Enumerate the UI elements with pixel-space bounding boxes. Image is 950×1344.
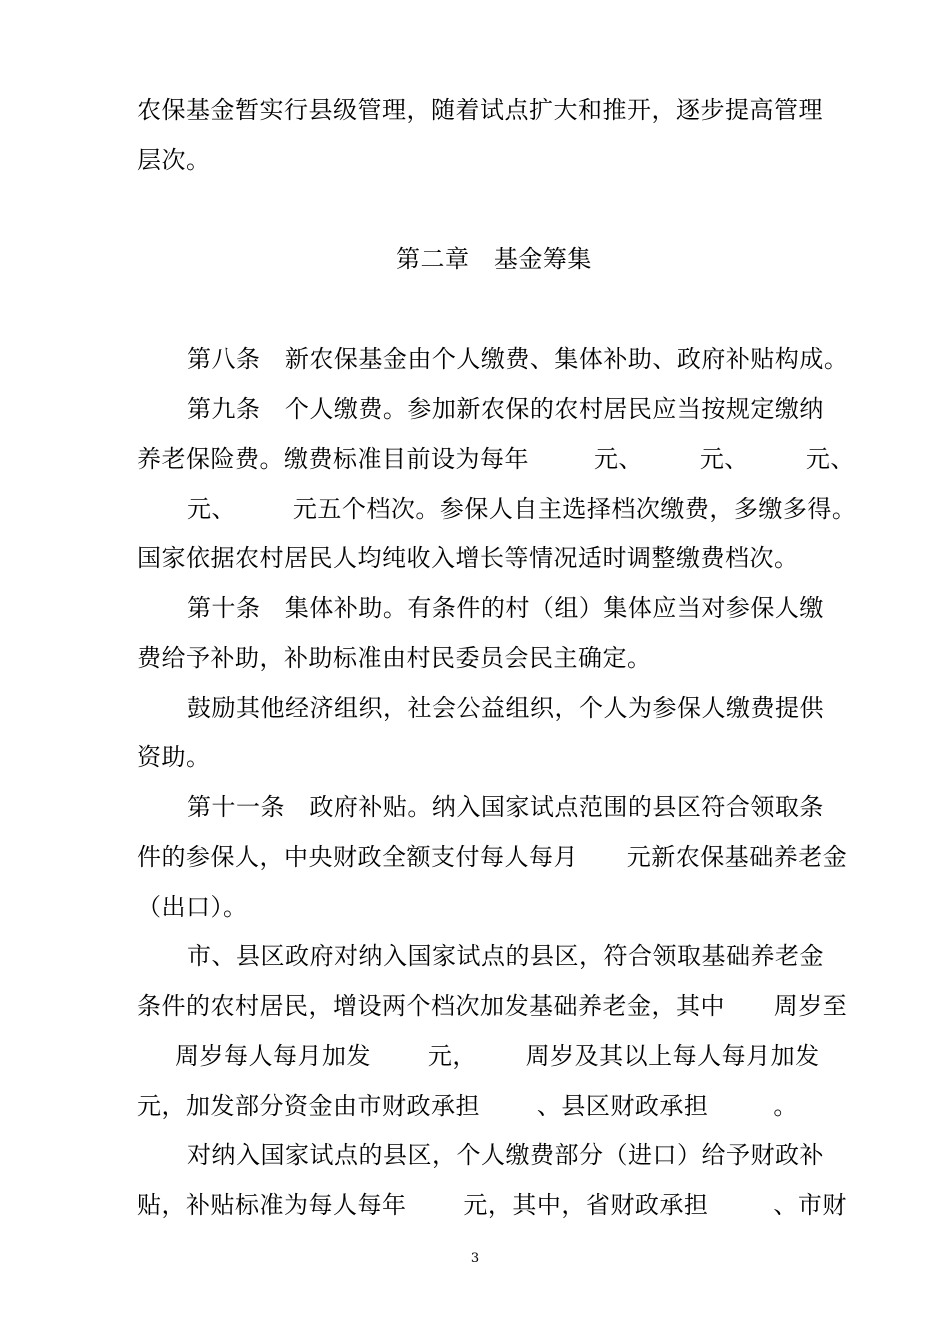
text-line: 第十条 集体补助。有条件的村（组）集体应当对参保人缴 xyxy=(187,594,824,622)
text-line: 第十一条 政府补贴。纳入国家试点范围的县区符合领取条 xyxy=(187,793,824,821)
text-line: 资助。 xyxy=(137,743,211,771)
text-line: 周岁每人每月加发 元， 周岁及其以上每人每月加发 xyxy=(175,1042,820,1070)
text-line: 国家依据农村居民人均纯收入增长等情况适时调整缴费档次。 xyxy=(137,544,799,572)
text-line: 鼓励其他经济组织，社会公益组织，个人为参保人缴费提供 xyxy=(187,694,824,722)
text-line: 农保基金暂实行县级管理，随着试点扩大和推开，逐步提高管理 xyxy=(137,96,823,124)
text-line: 养老保险费。缴费标准目前设为每年 元、 元、 元、 xyxy=(137,445,855,473)
text-line: 元、 元五个档次。参保人自主选择档次缴费，多缴多得。 xyxy=(187,495,857,523)
text-line: 条件的农村居民，增设两个档次加发基础养老金，其中 周岁至 xyxy=(137,992,848,1020)
text-line: 第九条 个人缴费。参加新农保的农村居民应当按规定缴纳 xyxy=(187,395,824,423)
text-line: 市、县区政府对纳入国家试点的县区，符合领取基础养老金 xyxy=(187,942,824,970)
text-line: 对纳入国家试点的县区，个人缴费部分（进口）给予财政补 xyxy=(187,1141,824,1169)
text-line: 元，加发部分资金由市财政承担 、县区财政承担 。 xyxy=(137,1092,798,1120)
text-line: （出口）。 xyxy=(137,893,248,921)
text-line: 费给予补助，补助标准由村民委员会民主确定。 xyxy=(137,644,652,672)
text-line: 层次。 xyxy=(137,146,211,174)
text-line: 件的参保人，中央财政全额支付每人每月 元新农保基础养老金 xyxy=(137,843,848,871)
chapter-heading: 第二章 基金筹集 xyxy=(396,245,592,273)
page-number: 3 xyxy=(470,1251,480,1266)
text-line: 贴，补贴标准为每人每年 元，其中，省财政承担 、市财 xyxy=(137,1191,847,1219)
text-line: 第八条 新农保基金由个人缴费、集体补助、政府补贴构成。 xyxy=(187,345,849,373)
